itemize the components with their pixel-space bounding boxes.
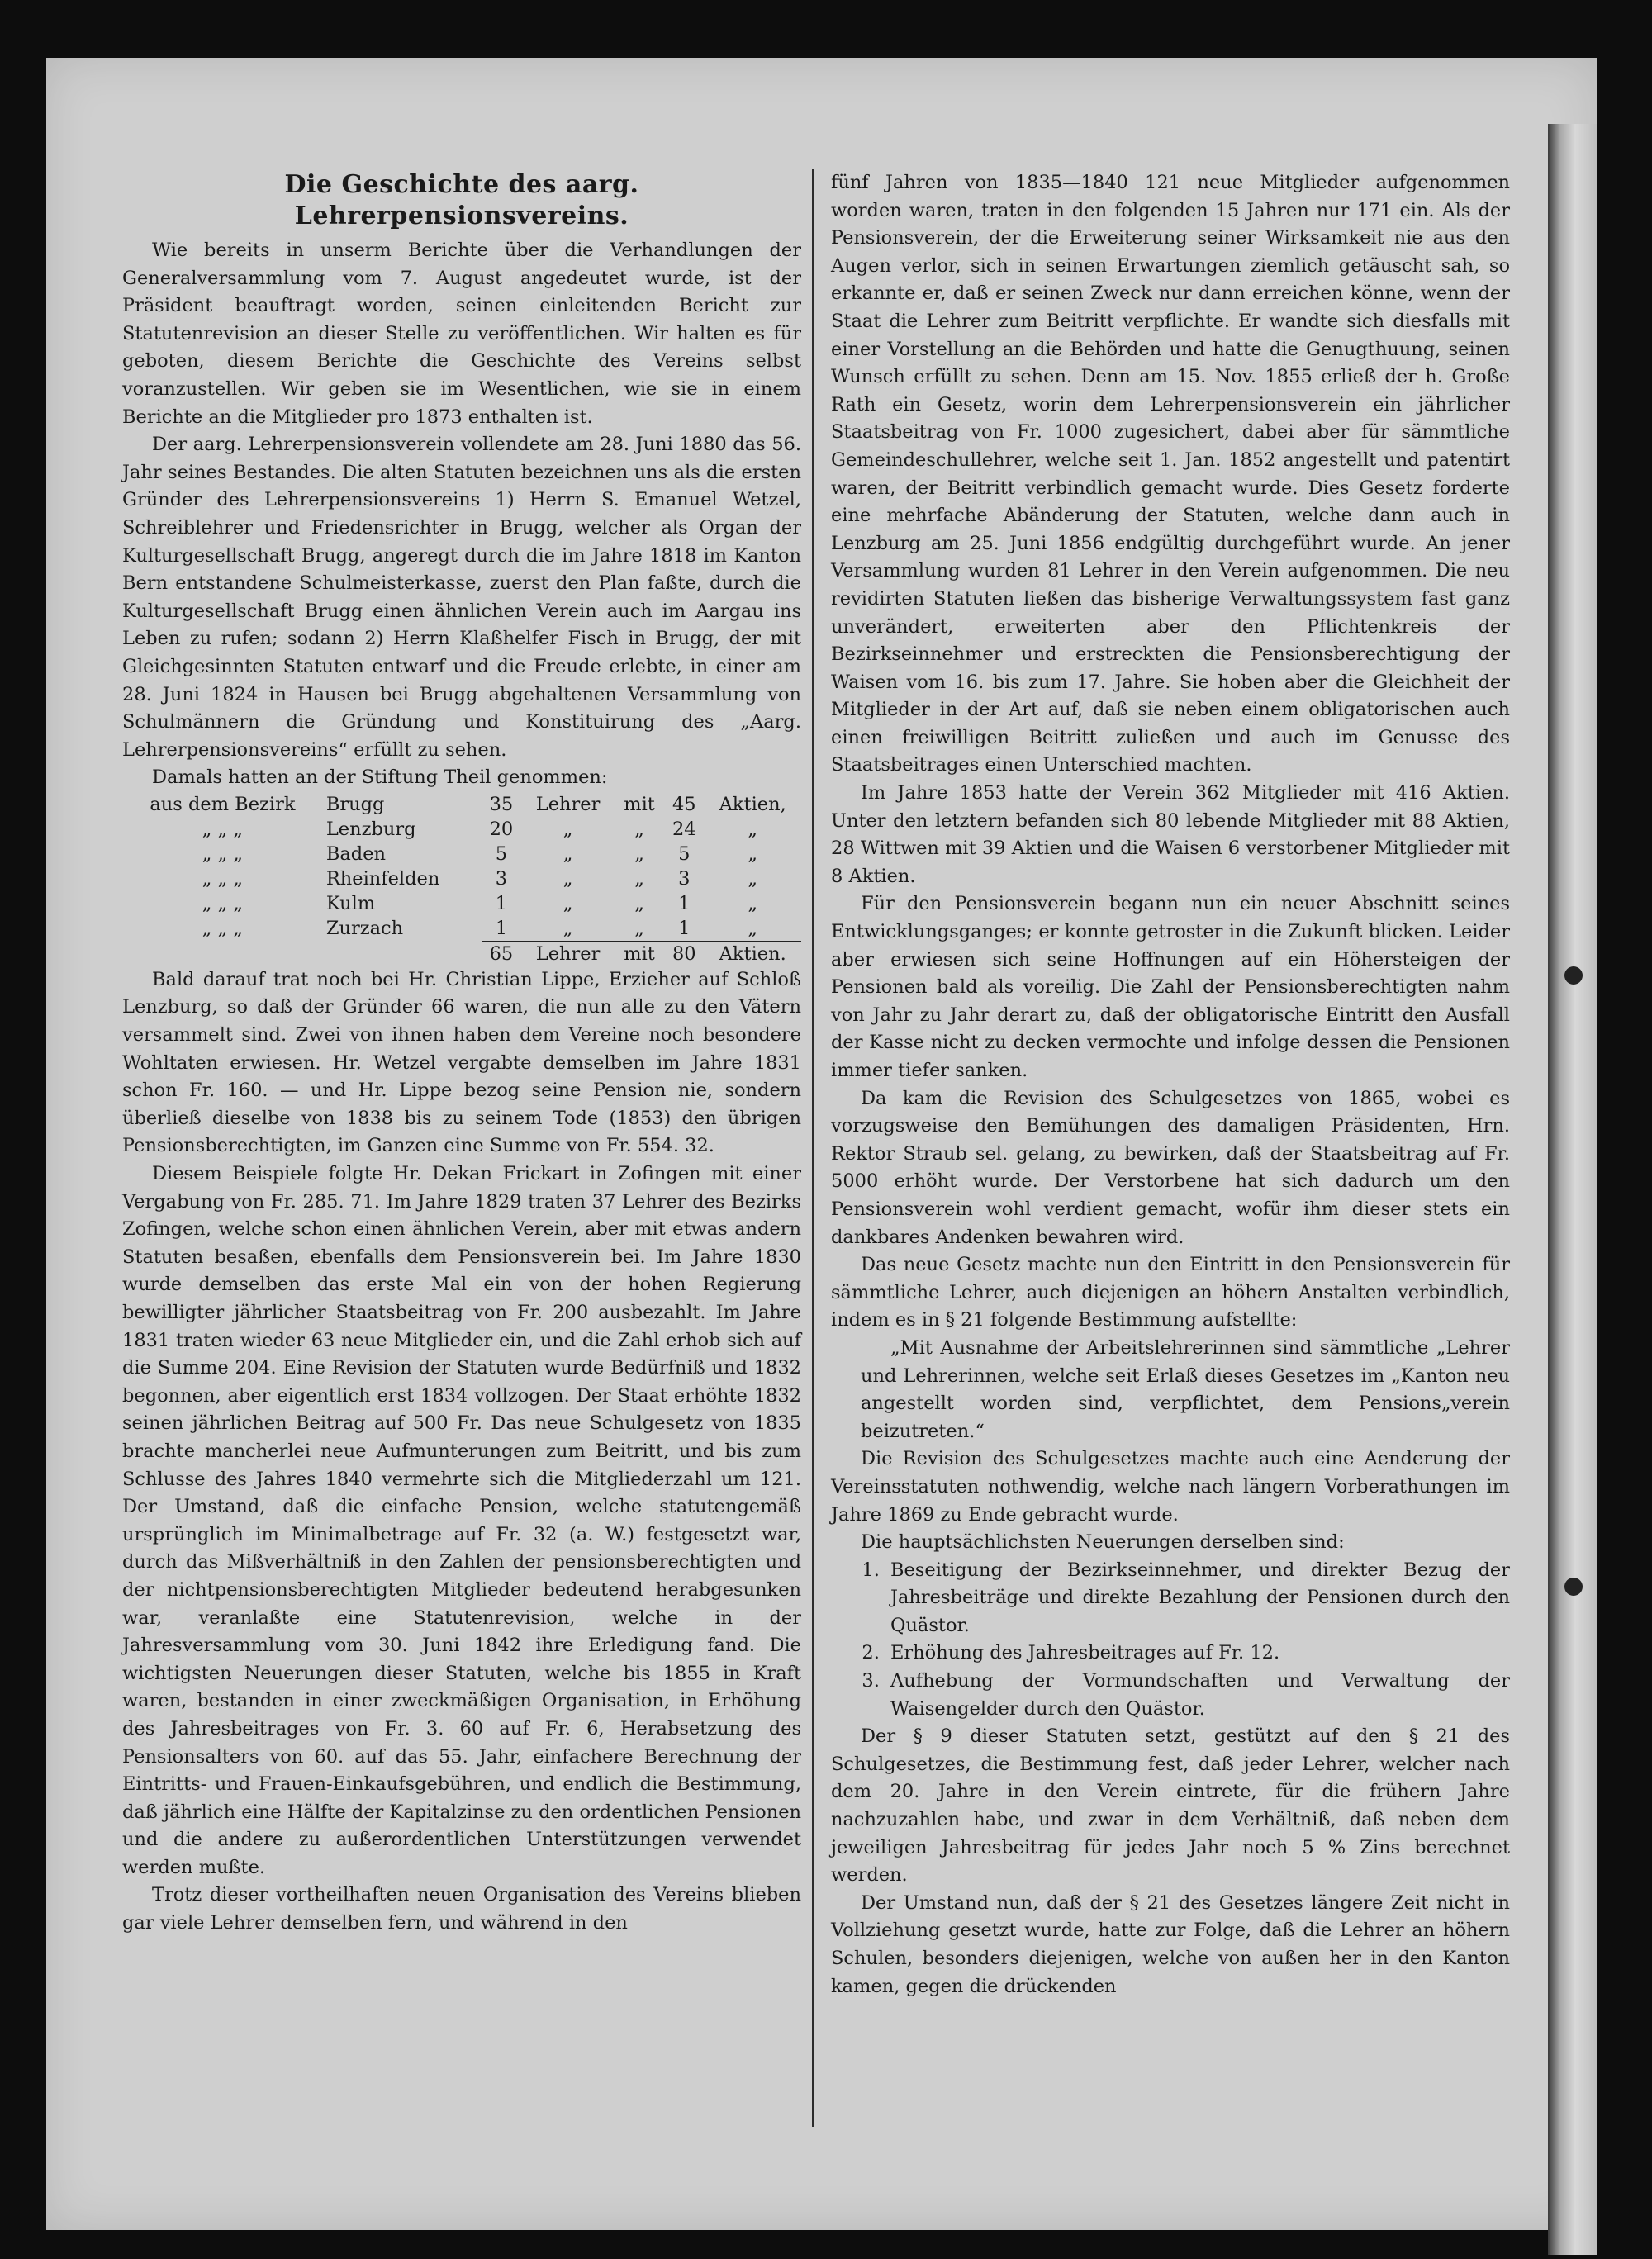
paragraph: fünf Jahren von 1835—1840 121 neue Mitglieder aufgenommen worden waren, traten in den folgenden 15 Jahren nur 171 ein. Als der Pensionsverein, der die Erweiterung seiner Wirksamkeit nie aus den Augen verlor, sich in seinen Erwartungen ziemlich getäuscht sah, so erkannte er, daß er seinen Zweck nur dann erreichen könne, wenn der Staat die Lehrer zum Beitritt verpflichte. Er wandte sich diesfalls mit einer Vorstellung an die Behörden und hatte die Genugthuung, seinen Wunsch erfüllt zu sehen. Denn am 15. Nov. 1855 erließ der h. Große Rath ein Gesetz, worin dem Lehrerpensionsverein ein jährlicher Staatsbeitrag von Fr. 1000 zugesichert, dabei aber für sämmtliche Gemeindeschullehrer, welche seit 1. Jan. 1852 angestellt und patentirt waren, der Beitritt verbindlich gemacht wurde. Dies Gesetz forderte eine mehrfache Abänderung der Statuten, welche dann auch in Lenzburg am 25. Juni 1856 endgültig durchgeführt wurde. An jener Versammlung wurden 81 Lehrer in den Verein aufgenommen. Die neu revidirten Statuten ließen das bisherige Verwaltungssystem fast ganz unverändert, erweiterten aber den Pflichtenkreis der Bezirkseinnehmer und erstreckten die Pensionsberechtigung der Waisen vom 16. bis zum 17. Jahre. Sie hoben aber die Gleichheit der Mitglieder in der Art auf, daß sie neben einem obligatorischen auch einen freiwilligen Beitritt zuließen und auch im Genusse des Staatsbeitrages einen Unterschied machten. (831, 172, 1510, 776)
table-cell: 20 (489, 818, 514, 840)
table-cell: „ „ „ (202, 867, 244, 890)
table-cell: „ „ „ (202, 842, 244, 865)
table-cell: „ (748, 917, 758, 939)
binding-hole (1564, 966, 1583, 985)
law-quote: „Mit Ausnahme der Arbeitslehrerinnen sind sämmtliche „Lehrer und Lehrerinnen, welche seit Erlaß dieses Gesetzes im „Kanton neu angestellt worden sind, verpflichtet, dem Pensions„verein beizutreten.“ (861, 1336, 1510, 1442)
table-cell: „ (563, 892, 573, 914)
paragraph: Trotz dieser vortheilhaften neuen Organisation des Vereins blieben gar viele Lehrer demselben fern, und während in den (122, 1884, 801, 1934)
page-edge (1548, 124, 1597, 2255)
article-title: Die Geschichte des aarg. Lehrerpensionsvereins. (284, 170, 639, 230)
table-cell: 1 (495, 917, 508, 939)
list-item: 1. Beseitigung der Bezirkseinnehmer, und direkter Bezug der Jahresbeiträge und direkte Bezahlung der Pensionen durch den Quästor. (885, 1557, 1510, 1640)
innovations-list (831, 1557, 1510, 1724)
table-row (122, 916, 801, 942)
table-cell (122, 941, 323, 966)
paragraph: Wie bereits in unserm Berichte über die Verhandlungen der Generalversammlung vom 7. August angedeutet wurde, ist der Präsident beauftragt worden, seinen einleitenden Bericht zur Statutenrevision an dieser Stelle zu veröffentlichen. Wir halten es für geboten, diesem Berichte die Geschichte des Vereins selbst voranzustellen. Wir geben sie im Wesentlichen, wie sie in einem Berichte an die Mitglieder pro 1873 enthalten ist. (122, 240, 801, 428)
table-cell: „ (563, 842, 573, 865)
list-item: 3. Aufhebung der Vormundschaften und Verwaltung der Waisengelder durch den Quästor. (885, 1668, 1510, 1723)
table-cell: Lenzburg (325, 818, 416, 840)
table-cell: 24 (672, 818, 696, 840)
table-cell: 1 (495, 892, 508, 914)
table-cell: „ (634, 867, 644, 890)
table-cell: mit (624, 793, 655, 815)
table-cell (323, 941, 482, 966)
paragraph: Der § 9 dieser Statuten setzt, gestützt auf den § 21 des Schulgesetzes, die Bestimmung fest, daß jeder Lehrer, welcher nach dem 20. Jahre in den Verein eintrete, für die frühern Jahre nachzuzahlen habe, und zwar in dem Verhältniß, daß neben dem jeweiligen Jahresbeitrag für jedes Jahr noch 5 % Zins berechnet werden. (831, 1725, 1510, 1886)
table-cell: 3 (495, 867, 508, 890)
table-cell: mit (615, 941, 664, 966)
paragraph: Damals hatten an der Stiftung Theil genommen: (152, 766, 608, 789)
table-cell: aus dem Bezirk (150, 793, 296, 815)
table-cell: „ „ „ (202, 918, 244, 940)
founders-table (122, 792, 801, 966)
table-cell: 1 (678, 917, 691, 939)
paragraph: Bald darauf trat noch bei Hr. Christian Lippe, Erzieher auf Schloß Lenzburg, so daß der Gründer 66 waren, die nun alle zu den Vätern versammelt sind. Zwei von ihnen haben dem Vereine noch besondere Wohltaten erwiesen. Hr. Wetzel vergabte demselben im Jahre 1831 schon Fr. 160. — und Hr. Lippe bezog seine Pension nie, sondern überließ dieselbe von 1838 bis zu seinem Tode (1853) den übrigen Pensionsberechtigten, im Ganzen eine Summe von Fr. 554. 32. (122, 968, 801, 1157)
right-column (831, 169, 1510, 2000)
table-cell: 80 (664, 941, 704, 966)
paragraph: Diesem Beispiele folgte Hr. Dekan Frickart in Zofingen mit einer Vergabung von Fr. 285. 71. Im Jahre 1829 traten 37 Lehrer des Bezirks Zofingen, welche schon einen ähnlichen Verein, aber mit etwas andern Statuten besaßen, ebenfalls dem Pensionsverein bei. Im Jahre 1830 wurde demselben das erste Mal ein von der hohen Regierung bewilligter jährlicher Staatsbeitrag von Fr. 200 ausbezahlt. Im Jahre 1831 traten wieder 63 neue Mitglieder ein, und die Zahl erhob sich auf die Summe 204. Eine Revision der Statuten wurde Bedürfniß und 1832 begonnen, aber eigentlich erst 1834 vollzogen. Der Staat erhöhte 1832 seinen jährlichen Beitrag auf 500 Fr. Das neue Schulgesetz von 1835 brachte mancherlei neue Aufmunterungen zum Beitritt, und bis zum Schlusse des Jahres 1840 vermehrte sich die Mitgliederzahl um 121. Der Umstand, daß die einfache Pension, welche statutengemäß ursprünglich im Minimalbetrage auf Fr. 32 (a. W.) festgesetzt war, durch das Mißverhältniß in den Zahlen der pensionsberechtigten und der nichtpensionsberechtigten Mitglieder bedeutend herabgesunken war, veranlaßte eine Statutenrevision, welche in der Jahresversammlung vom 30. Juni 1842 ihre Erledigung fand. Die wichtigsten Neuerungen dieser Statuten, welche bis 1855 in Kraft waren, bestanden in einer zweckmäßigen Organisation, in Erhöhung des Jahresbeitrages von Fr. 3. 60 auf Fr. 6, Herabsetzung des Pensionsalters von 60. auf das 55. Jahr, einfachere Berechnung der Eintritts- und Frauen-Einkaufsgebühren, und endlich die Bestimmung, daß jährlich eine Hälfte der Kapitalzinse zu den ordentlichen Pensionen und die andere zu außerordentlichen Unterstützungen verwendet werden mußte. (122, 1163, 801, 1878)
paragraph: Das neue Gesetz machte nun den Eintritt in den Pensionsverein für sämmtliche Lehrer, auch diejenigen an höhern Anstalten verbindlich, indem es in § 21 folgende Bestimmung aufstellte: (831, 1254, 1510, 1331)
left-column (122, 169, 801, 2000)
table-cell: Aktien. (704, 941, 801, 966)
table-cell: 5 (678, 842, 691, 865)
table-row (122, 842, 801, 866)
paragraph: Der Umstand nun, daß der § 21 des Gesetzes längere Zeit nicht in Vollziehung gesetzt wurde, hatte zur Folge, daß die Lehrer an höhern Schulen, besonders diejenigen, welche von außen her in den Kanton kamen, gegen die drückenden (831, 1891, 1510, 1997)
table-cell: Rheinfelden (325, 867, 440, 890)
list-item: 2. Erhöhung des Jahresbeitrages auf Fr. 12. (885, 1640, 1510, 1668)
binding-hole (1564, 1578, 1583, 1596)
paragraph: Die Revision des Schulgesetzes machte auch eine Aenderung der Vereinsstatuten nothwendig, welche nach längern Vorberathungen im Jahre 1869 zu Ende gebracht wurde. (831, 1448, 1510, 1526)
table-cell: Zurzach (325, 918, 404, 940)
table-cell: Baden (325, 842, 387, 865)
table-cell: „ (563, 917, 573, 939)
table-cell: 1 (678, 892, 691, 914)
article (122, 169, 1510, 2000)
table-cell: „ (634, 842, 644, 865)
table-cell: „ (748, 867, 758, 890)
paragraph: Die hauptsächlichsten Neuerungen derselben sind: (861, 1531, 1345, 1554)
table-cell: „ „ „ (202, 818, 244, 840)
table-total-row (122, 941, 801, 966)
paragraph: Da kam die Revision des Schulgesetzes von 1865, wobei es vorzugsweise den Bemühungen des damaligen Präsidenten, Hrn. Rektor Straub sel. gelang, zu bewirken, daß der Staatsbeitrag auf Fr. 5000 erhöht wurde. Der Verstorbene hat sich dadurch um den Pensionsverein wohl verdient gemacht, wofür ihm dieser stets ein dankbares Andenken bewahren wird. (831, 1087, 1510, 1248)
table-cell: „ (634, 917, 644, 939)
table-cell: Brugg (325, 793, 385, 815)
table-cell: 3 (678, 867, 691, 890)
table-cell: „ (634, 818, 644, 840)
table-cell: 35 (489, 793, 514, 815)
table-cell: „ (563, 818, 573, 840)
table-cell: „ (748, 892, 758, 914)
paragraph: Der aarg. Lehrerpensionsverein vollendete am 28. Juni 1880 das 56. Jahr seines Bestandes. Die alten Statuten bezeichnen uns als die ersten Gründer des Lehrerpensionsvereins 1) Herrn S. Emanuel Wetzel, Schreiblehrer und Friedensrichter in Brugg, welcher als Organ der Kulturgesellschaft Brugg, angeregt durch die im Jahre 1818 im Kanton Bern entstandene Schulmeisterkasse, zuerst den Plan faßte, durch die Kulturgesellschaft Brugg einen ähnlichen Verein auch im Aargau ins Leben zu rufen; sodann 2) Herrn Klaßhelfer Fisch in Brugg, der mit Gleichgesinnten Statuten entwarf und die Freude erlebte, in einer am 28. Juni 1824 in Hausen bei Brugg abgehaltenen Versammlung von Schulmännern die Gründung und Konstituirung des „Aarg. Lehrerpensionsvereins“ erfüllt zu sehen. (122, 434, 801, 761)
table-cell: „ (748, 842, 758, 865)
table-cell: Aktien, (719, 793, 786, 815)
table-row (122, 891, 801, 916)
table-cell: Lehrer (521, 941, 615, 966)
paragraph: Für den Pensionsverein begann nun ein neuer Abschnitt seines Entwicklungsganges; er konnte getroster in die Zukunft blicken. Leider aber erwiesen sich seine Hoffnungen auf ein Höhersteigen der Pensionen bald als voreilig. Die Zahl der Pensionsberechtigten nahm von Jahr zu Jahr derart zu, daß der obligatorische Eintritt den Ausfall der Kasse nicht zu decken vermochte und infolge dessen die Pensionen immer tiefer sanken. (831, 893, 1510, 1081)
table-cell: „ „ „ (202, 892, 244, 914)
table-row (122, 817, 801, 842)
table-row (122, 866, 801, 891)
table-cell: Kulm (325, 892, 376, 914)
table-cell: „ (563, 867, 573, 890)
table-cell: 45 (672, 793, 696, 815)
table-cell: Lehrer (535, 793, 601, 815)
table-cell: 65 (482, 941, 521, 966)
table-cell: „ (748, 818, 758, 840)
table-cell: 5 (495, 842, 508, 865)
table-cell: „ (634, 892, 644, 914)
table-row (122, 792, 801, 817)
paragraph: Im Jahre 1853 hatte der Verein 362 Mitglieder mit 416 Aktien. Unter den letztern befanden sich 80 lebende Mitglieder mit 88 Aktien, 28 Wittwen mit 39 Aktien und die Waisen 6 verstorbener Mitglieder mit 8 Aktien. (831, 782, 1510, 887)
